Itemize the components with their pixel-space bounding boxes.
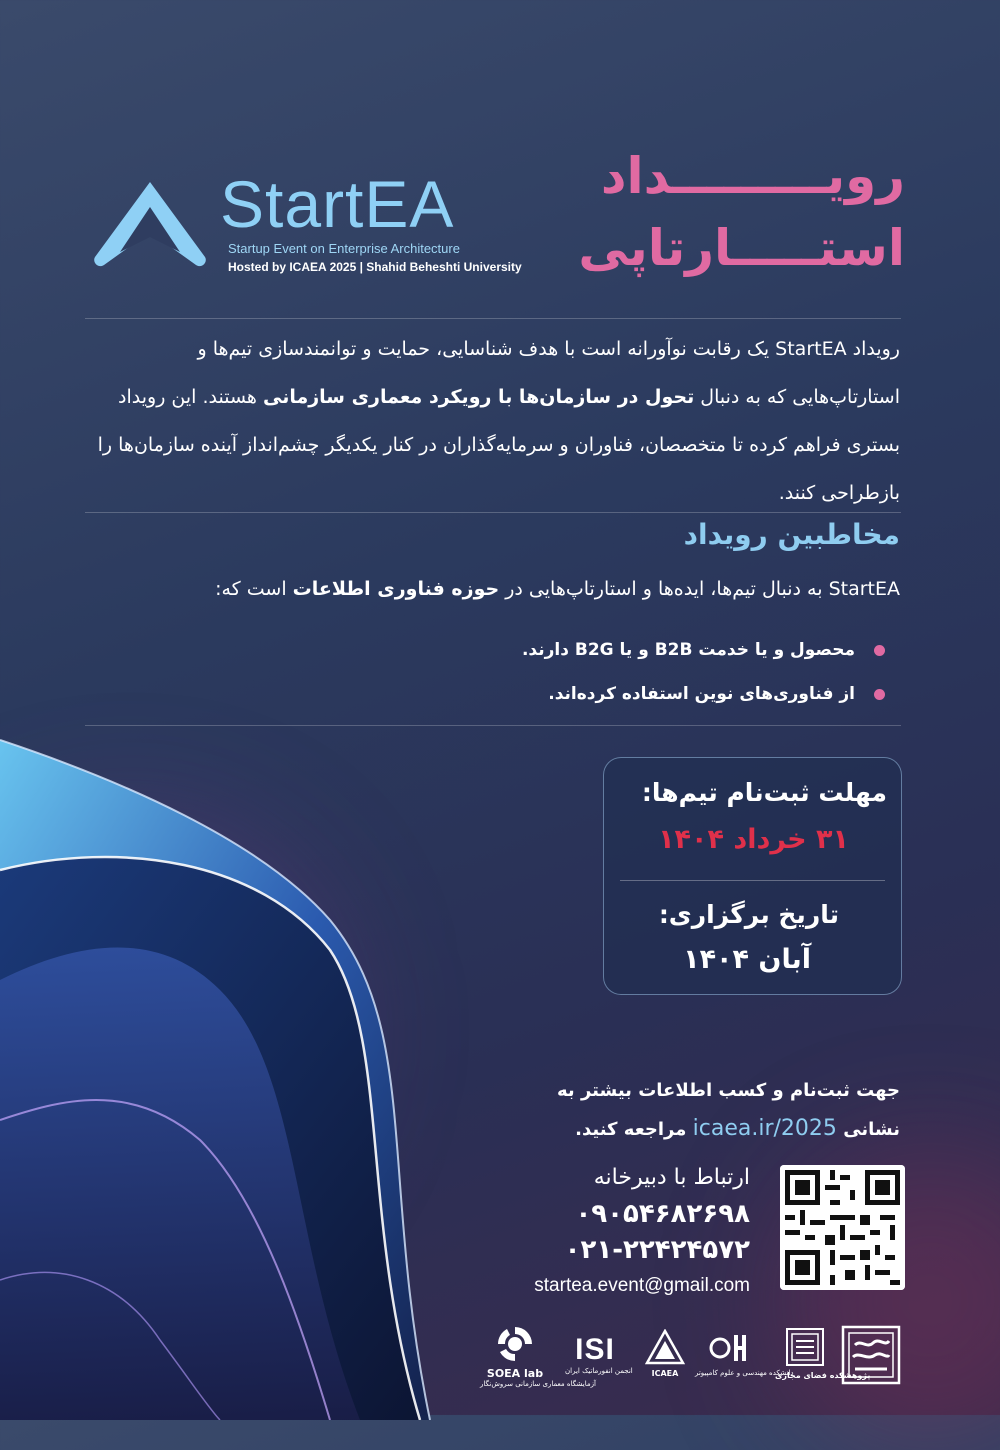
institute-caption: پژوهشکده فضای مجازی xyxy=(775,1371,871,1380)
contact-section xyxy=(450,1160,750,1304)
qr-code-icon[interactable] xyxy=(780,1165,905,1290)
sponsor-logos xyxy=(480,1325,905,1395)
registration-info xyxy=(480,1072,900,1149)
audience-text-start: StartEA به دنبال تیم‌ها، ایده‌ها و استارتاپ‌هایی در xyxy=(499,578,900,600)
icaea-label: ICAEA xyxy=(651,1369,679,1378)
isi-caption: انجمن انفورماتیک ایران xyxy=(565,1367,633,1375)
event-headline xyxy=(545,140,905,284)
intro-text-2: هستند. این رویداد بستری فراهم کرده تا متخصصان، فناوران و سرمایه‌گذاران در کنار یکدیگر چشم‌انداز آینده سازمان‌ها را بازطراحی کنند. xyxy=(97,386,900,504)
isi-wordmark: ISI xyxy=(575,1333,615,1366)
registration-line-1: جهت ثبت‌نام و کسب اطلاعات بیشتر به xyxy=(557,1080,900,1101)
intro-text-1: رویداد StartEA یک رقابت نوآورانه است با هدف شناسایی، حمایت و توانمندسازی تیم‌ها و استارتاپ‌هایی که به دنبال xyxy=(197,338,900,408)
faculty-logo xyxy=(695,1331,794,1377)
beheshti-calligraphy-seal-icon xyxy=(841,1325,901,1385)
institute-logo xyxy=(775,1327,871,1380)
event-date-value: آبان ۱۴۰۴ xyxy=(683,944,811,975)
soea-lab-label: SOEA lab xyxy=(486,1367,544,1380)
intro-text-bold: تحول در سازمان‌ها با رویکرد معماری سازمانی xyxy=(262,386,695,408)
intro-paragraph xyxy=(95,325,900,517)
contact-title: ارتباط با دبیرخانه xyxy=(593,1165,750,1190)
contact-phone-landline: ۰۲۱-۲۲۴۲۴۵۷۲ xyxy=(564,1235,750,1265)
icaea-logo xyxy=(640,1329,690,1378)
headline-line-2: استـــــارتاپی xyxy=(578,219,905,277)
logo-wordmark: StartEA xyxy=(220,167,455,241)
soea-lab-caption: آزمایشگاه معماری سازمانی سروش‌نگار xyxy=(480,1380,596,1388)
registration-suffix: مراجعه کنید. xyxy=(575,1119,687,1140)
registration-url-link[interactable]: icaea.ir/2025 xyxy=(692,1116,837,1141)
dates-divider xyxy=(620,880,885,881)
contact-phone-mobile: ۰۹۰۵۴۶۸۲۶۹۸ xyxy=(575,1199,750,1229)
bullet-text: محصول و یا خدمت B2B و یا B2G دارند. xyxy=(521,640,855,660)
bullet-item xyxy=(285,632,885,676)
contact-email-link[interactable]: startea.event@gmail.com xyxy=(534,1275,750,1296)
abstract-wave-graphic xyxy=(0,720,620,1420)
bullet-text: از فناوری‌های نوین استفاده کرده‌اند. xyxy=(548,684,855,704)
audience-text-bold: حوزه فناوری اطلاعات xyxy=(292,578,500,600)
beheshti-university-logo xyxy=(840,1325,902,1389)
dates-box xyxy=(603,757,902,995)
icaea-triangle-icon xyxy=(645,1329,685,1365)
audience-text-end: است که: xyxy=(215,578,293,600)
audience-bullet-list xyxy=(285,632,885,720)
faculty-caption: دانشکده مهندسی و علوم کامپیوتر xyxy=(695,1369,794,1377)
headline-line-1: رویـــــــــداد xyxy=(600,147,905,205)
divider-bottom xyxy=(85,725,901,726)
startea-logo-mark-icon xyxy=(90,177,210,272)
divider-top xyxy=(85,318,901,319)
deadline-label: مهلت ثبت‌نام تیم‌ها: xyxy=(641,778,887,807)
audience-text xyxy=(95,578,900,600)
soea-swirl-icon xyxy=(495,1325,535,1363)
registration-line-2 xyxy=(480,1110,900,1149)
deadline-value: ۳۱ خرداد ۱۴۰۴ xyxy=(658,824,849,855)
bullet-dot-icon xyxy=(874,645,885,656)
bullet-item xyxy=(285,676,885,720)
institute-seal-icon xyxy=(785,1327,825,1367)
event-date-label: تاریخ برگزاری: xyxy=(658,900,839,929)
registration-prefix: نشانی xyxy=(843,1119,900,1140)
logo-subtitle: Startup Event on Enterprise Architecture xyxy=(228,241,460,256)
logo-hosted-by: Hosted by ICAEA 2025 | Shahid Beheshti University xyxy=(228,260,522,274)
isi-logo xyxy=(565,1333,633,1375)
audience-title: مخاطبین رویداد xyxy=(683,518,900,551)
startea-logo xyxy=(90,165,540,280)
divider-middle xyxy=(85,512,901,513)
bullet-dot-icon xyxy=(874,689,885,700)
faculty-emblem-icon xyxy=(708,1331,752,1365)
